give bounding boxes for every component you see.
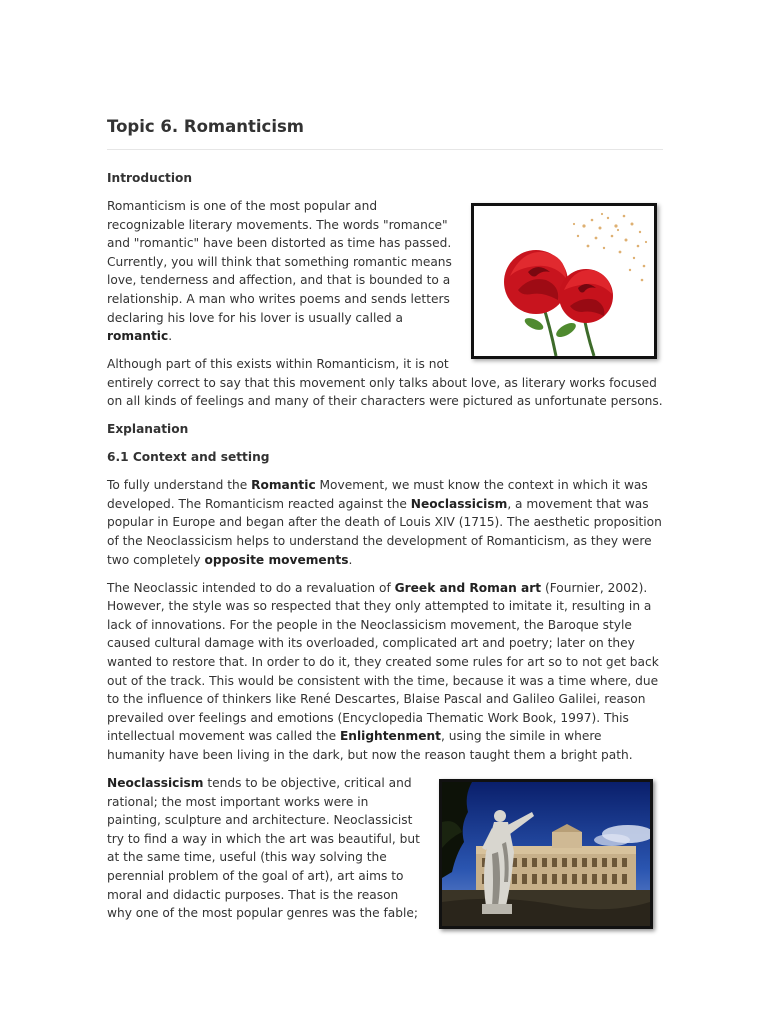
title-divider: [107, 149, 663, 150]
introduction-heading: Introduction: [107, 171, 193, 185]
cp1-text-4: .: [348, 552, 353, 567]
explanation-heading: Explanation: [107, 422, 189, 437]
red-roses-illustration: [474, 206, 654, 356]
neoclassicism-term-2: Neoclassicism: [107, 775, 204, 790]
palace-statue-illustration: [442, 782, 650, 926]
romantic-term: romantic: [107, 329, 169, 344]
greek-roman-art-term: Greek and Roman art: [394, 580, 542, 595]
palace-statue-image: [439, 779, 653, 929]
page-title: Topic 6. Romanticism: [107, 117, 304, 136]
np-text-1: tends to be objective, critical and rational; the most important works were in painting, sculpture and architecture. Neoclassicist try to find a way in which the art was beautiful, but at the same time, useful (this way solving the perennial problem of the goal of art), art aims to moral and didactic purposes. That is the reason why one of the most popular genres was the fable;: [107, 775, 420, 921]
context-paragraph-2: [107, 579, 663, 765]
context-setting-subheading: 6.1 Context and setting: [107, 450, 270, 465]
cp1-text-3: , a movement that was popular in Europe and began after the death of Louis XIV (1715). The aesthetic proposition of the Neoclassicism helps to understand the development of Romanticism, as they were two completely: [107, 496, 662, 567]
cp2-text-2: (Fournier, 2002). However, the style was so respected that they only attempted to imitate it, resulting in a lack of innovations. For the people in the Neoclassicism movement, the Baroque style caused cultural damage with its overloaded, complicated art and poetry; later on they wanted to restore that. In order to do it, they created some rules for art so to not get back out of the track. This would be consistent with the time, because it was a time where, due to the influence of thinkers like René Descartes, Blaise Pascal and Galileo Galilei, reason prevailed over feelings and emotions (Encyclopedia Thematic Work Book, 1997). This intellectual movement was called the: [107, 580, 659, 744]
intro-paragraph-1-end: .: [168, 329, 173, 344]
context-paragraph-1: [107, 476, 663, 569]
cp1-text-2: Movement, we must know the context in which it was developed. The Romanticism reacted against the: [107, 478, 648, 511]
cp2-text-1: The Neoclassic intended to do a revaluation of: [107, 580, 395, 595]
intro-paragraph-2: Although part of this exists within Romanticism, it is not entirely correct to say that this movement only talks about love, as literary works focused on all kinds of feelings and many of their characters were pictured as unfortunate persons.: [107, 357, 663, 409]
neoclassicism-term: Neoclassicism: [410, 496, 508, 511]
red-roses-image: [471, 203, 657, 359]
cp1-text-1: To fully understand the: [107, 478, 252, 493]
romantic-movement-term: Romantic: [251, 478, 316, 493]
intro-paragraph-1-text: Romanticism is one of the most popular and recognizable literary movements. The words "romance" and "romantic" have been distorted as time has passed. Currently, you will think that something romantic means love, tenderness and affection, and that is bounded to a relationship. A man who writes poems and sends letters declaring his love for his lover is usually called a: [107, 198, 452, 325]
enlightenment-term: Enlightenment: [339, 729, 441, 744]
article-body: [107, 169, 663, 935]
opposite-movements-term: opposite movements: [204, 552, 349, 567]
cp2-text-3: , using the simile in where humanity have been living in the dark, but now the reason taught them a bright path.: [107, 729, 633, 762]
